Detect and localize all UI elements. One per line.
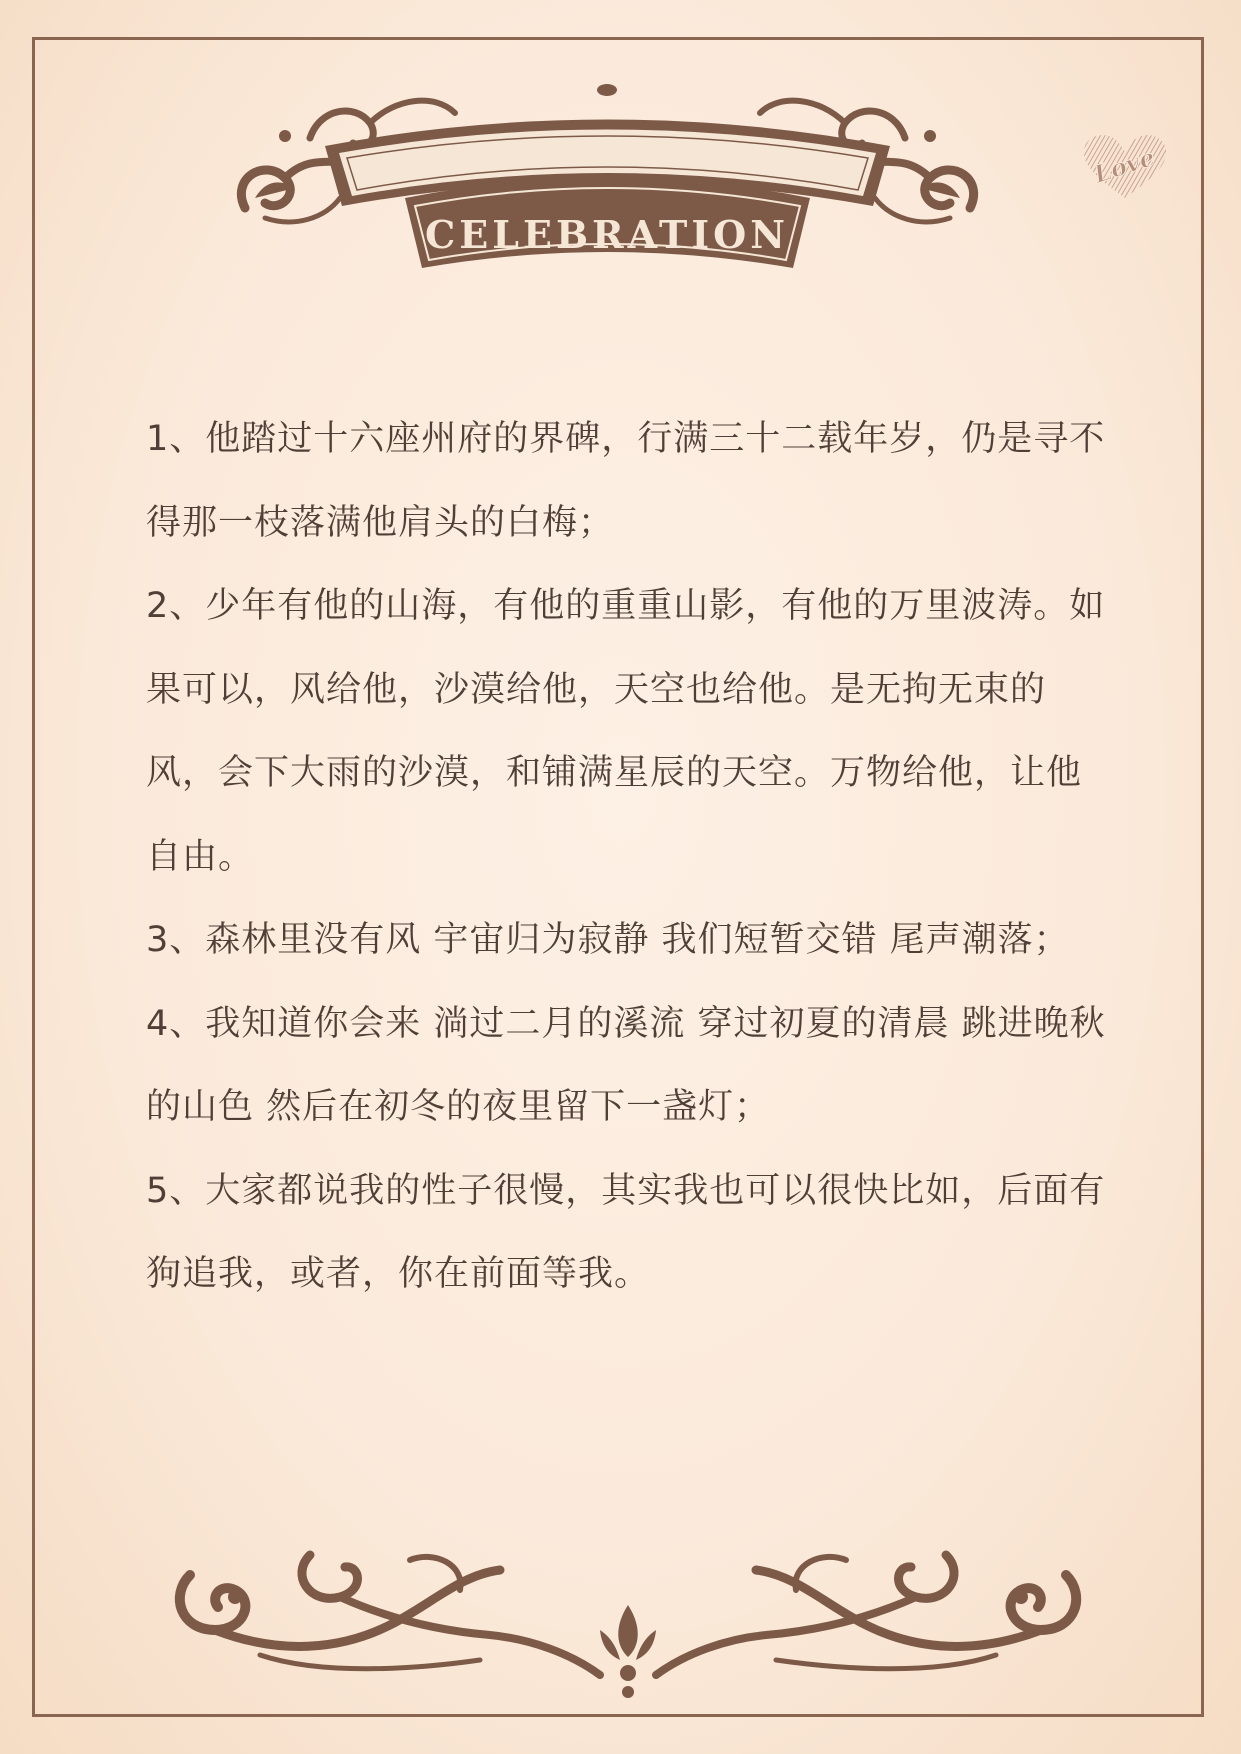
- top-celebration-ornament-icon: [225, 78, 990, 278]
- poem-content: [146, 398, 1116, 1317]
- love-badge-text: Love: [1090, 142, 1159, 190]
- bottom-scroll-ornament-icon: [160, 1535, 1096, 1700]
- poem-paragraph-1: 1、他踏过十六座州府的界碑，行满三十二载年岁，仍是寻不得那一枝落满他肩头的白梅；: [146, 419, 1106, 543]
- poem-paragraph-5: 5、大家都说我的性子很慢，其实我也可以很快比如，后面有狗追我，或者，你在前面等我。: [146, 1170, 1106, 1294]
- celebration-banner-text: CELEBRATION: [425, 212, 789, 257]
- poem-paragraph-2: 2、少年有他的山海，有他的重重山影，有他的万里波涛。如果可以，风给他，沙漠给他，天空也给他。是无拘无束的风，会下大雨的沙漠，和铺满星辰的天空。万物给他，让他自由。: [146, 586, 1106, 877]
- poem-paragraph-3: 3、森林里没有风 宇宙归为寂静 我们短暂交错 尾声潮落；: [146, 920, 1070, 960]
- poem-paragraph-4: 4、我知道你会来 淌过二月的溪流 穿过初夏的清晨 跳进晚秋的山色 然后在初冬的夜里留下一盏灯；: [146, 1003, 1106, 1127]
- love-heart-icon: [1080, 130, 1170, 202]
